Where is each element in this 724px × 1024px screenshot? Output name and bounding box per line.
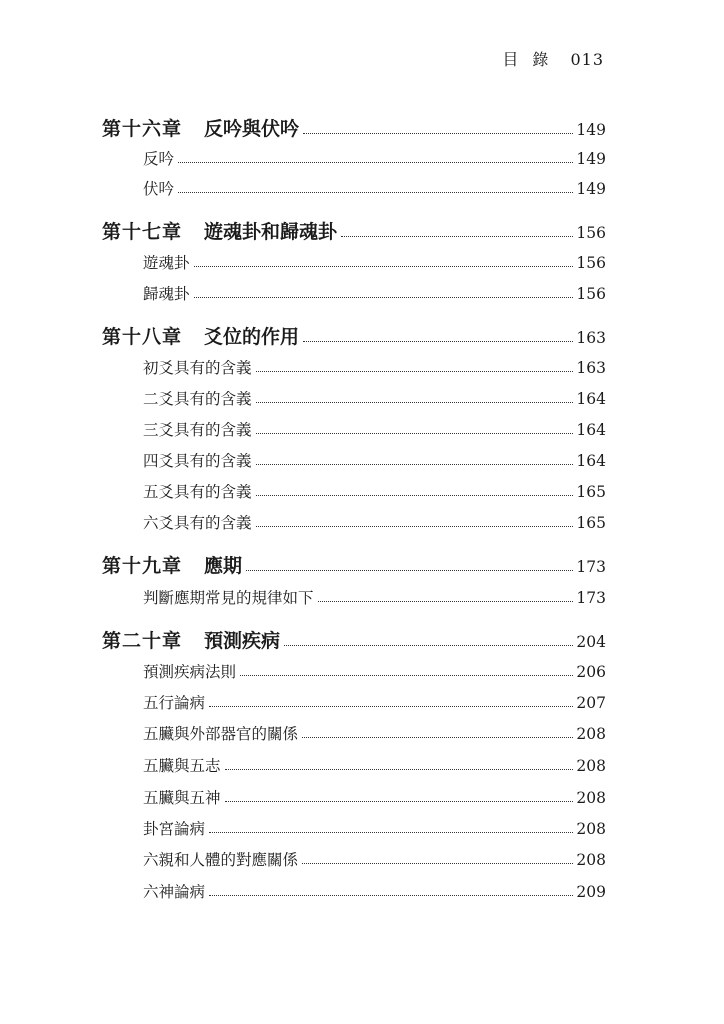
- dot-leader: [209, 895, 573, 896]
- dot-leader: [225, 769, 574, 770]
- section-page: 164: [576, 452, 606, 470]
- header-title: 目錄: [502, 50, 563, 69]
- section-page: 173: [576, 589, 606, 607]
- toc-section[interactable]: [143, 177, 606, 199]
- toc-section[interactable]: [143, 449, 606, 471]
- toc-section[interactable]: [143, 817, 606, 839]
- toc-section[interactable]: [143, 754, 606, 776]
- chapter-number: 第二十章: [102, 630, 183, 652]
- dot-leader: [302, 863, 573, 864]
- section-title: 四爻具有的含義: [143, 452, 252, 470]
- toc-section[interactable]: [143, 147, 606, 169]
- dot-leader: [256, 526, 574, 527]
- section-page: 208: [576, 851, 606, 869]
- dot-leader: [256, 402, 574, 403]
- section-page: 163: [576, 359, 606, 377]
- chapter-number: 第十七章: [102, 221, 183, 243]
- section-title: 六爻具有的含義: [143, 514, 252, 532]
- section-page: 149: [576, 150, 606, 168]
- dot-leader: [302, 737, 573, 738]
- dot-leader: [240, 675, 573, 676]
- section-page: 208: [576, 820, 606, 838]
- dot-leader: [209, 832, 573, 833]
- section-page: 164: [576, 390, 606, 408]
- dot-leader: [256, 495, 574, 496]
- toc-section[interactable]: [143, 880, 606, 902]
- section-page: 209: [576, 883, 606, 901]
- chapter-heading: [102, 626, 280, 653]
- toc-section[interactable]: [143, 418, 606, 440]
- section-page: 165: [576, 514, 606, 532]
- section-page: 206: [576, 663, 606, 681]
- chapter-page: 156: [576, 224, 606, 242]
- chapter-heading: [102, 322, 299, 349]
- dot-leader: [303, 341, 573, 342]
- section-title: 五臟與五神: [143, 789, 221, 807]
- header-page-number: 013: [570, 50, 604, 69]
- toc-section[interactable]: [143, 251, 606, 273]
- chapter-title: 應期: [204, 555, 243, 577]
- section-page: 208: [576, 725, 606, 743]
- section-title: 五爻具有的含義: [143, 483, 252, 501]
- section-title: 伏吟: [143, 180, 175, 198]
- toc-chapter-18[interactable]: [102, 322, 606, 349]
- section-page: 156: [576, 254, 606, 272]
- dot-leader: [256, 433, 574, 434]
- section-page: 207: [576, 694, 606, 712]
- chapter-title: 反吟與伏吟: [204, 118, 300, 140]
- chapter-number: 第十九章: [102, 555, 183, 577]
- section-title: 六親和人體的對應關係: [143, 851, 299, 869]
- chapter-heading: [102, 551, 242, 578]
- toc-chapter-19[interactable]: [102, 551, 606, 578]
- dot-leader: [303, 133, 573, 134]
- dot-leader: [341, 236, 573, 237]
- toc-section[interactable]: [143, 660, 606, 682]
- toc-chapter-17[interactable]: [102, 217, 606, 244]
- section-title: 歸魂卦: [143, 285, 190, 303]
- section-page: 156: [576, 285, 606, 303]
- section-page: 149: [576, 180, 606, 198]
- toc-section[interactable]: [143, 387, 606, 409]
- toc-section[interactable]: [143, 786, 606, 808]
- chapter-title: 預測疾病: [204, 630, 281, 652]
- dot-leader: [225, 801, 574, 802]
- section-title: 卦宮論病: [143, 820, 206, 838]
- chapter-page: 163: [576, 329, 606, 347]
- dot-leader: [256, 464, 574, 465]
- section-title: 三爻具有的含義: [143, 421, 252, 439]
- section-title: 反吟: [143, 150, 175, 168]
- dot-leader: [178, 162, 573, 163]
- chapter-number: 第十八章: [102, 326, 183, 348]
- toc-section[interactable]: [143, 848, 606, 870]
- section-title: 遊魂卦: [143, 254, 190, 272]
- section-title: 初爻具有的含義: [143, 359, 252, 377]
- section-title: 判斷應期常見的規律如下: [143, 589, 314, 607]
- section-title: 五臟與外部器官的關係: [143, 725, 299, 743]
- section-page: 164: [576, 421, 606, 439]
- dot-leader: [194, 297, 574, 298]
- toc-section[interactable]: [143, 586, 606, 608]
- dot-leader: [256, 371, 574, 372]
- dot-leader: [178, 192, 573, 193]
- section-title: 五行論病: [143, 694, 206, 712]
- chapter-page: 173: [576, 558, 606, 576]
- toc-section[interactable]: [143, 356, 606, 378]
- section-page: 208: [576, 757, 606, 775]
- chapter-page: 149: [576, 121, 606, 139]
- section-title: 二爻具有的含義: [143, 390, 252, 408]
- section-title: 六神論病: [143, 883, 206, 901]
- chapter-number: 第十六章: [102, 118, 183, 140]
- toc-section[interactable]: [143, 511, 606, 533]
- dot-leader: [246, 570, 573, 571]
- chapter-page: 204: [576, 633, 606, 651]
- toc-section[interactable]: [143, 480, 606, 502]
- section-title: 預測疾病法則: [143, 663, 237, 681]
- dot-leader: [284, 645, 573, 646]
- section-page: 208: [576, 789, 606, 807]
- chapter-heading: [102, 114, 299, 141]
- toc-chapter-16[interactable]: [102, 114, 606, 141]
- chapter-title: 遊魂卦和歸魂卦: [204, 221, 338, 243]
- section-page: 165: [576, 483, 606, 501]
- chapter-title: 爻位的作用: [204, 326, 300, 348]
- toc-section[interactable]: [143, 691, 606, 713]
- chapter-heading: [102, 217, 337, 244]
- dot-leader: [209, 706, 573, 707]
- dot-leader: [318, 601, 574, 602]
- toc-chapter-20[interactable]: [102, 626, 606, 653]
- section-title: 五臟與五志: [143, 757, 221, 775]
- toc-section[interactable]: [143, 282, 606, 304]
- toc-section[interactable]: [143, 722, 606, 744]
- dot-leader: [194, 266, 574, 267]
